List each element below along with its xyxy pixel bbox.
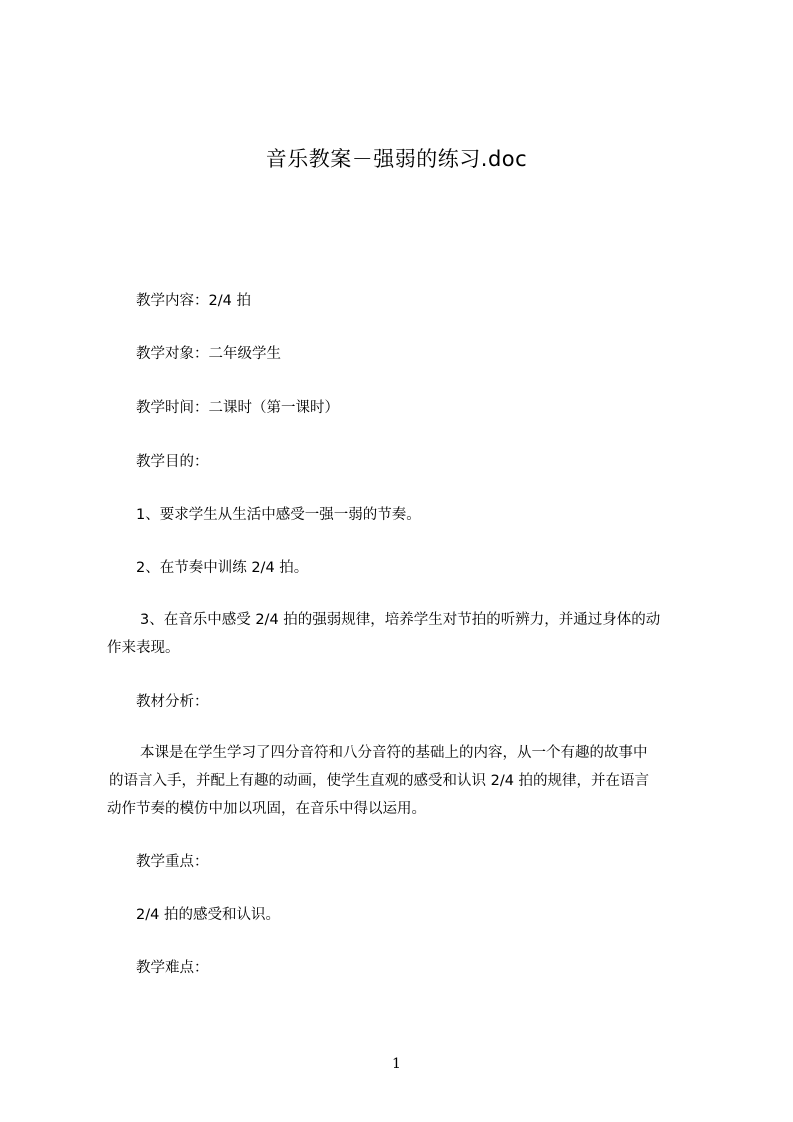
page-number: 1 <box>392 1056 401 1072</box>
key-points-heading: 教学重点： <box>136 854 209 870</box>
key-point-item-1: 2/4 拍的感受和认识。 <box>136 907 280 923</box>
objective-item-3 <box>107 606 687 662</box>
analysis-paragraph <box>107 739 687 823</box>
analysis-heading: 教材分析： <box>136 694 209 710</box>
analysis-line-3: 动作节奏的模仿中加以巩固，在音乐中得以运用。 <box>107 801 426 817</box>
objectives-heading: 教学目的： <box>136 454 209 470</box>
teaching-time-line: 教学时间：二课时（第一课时） <box>136 400 339 416</box>
difficulties-heading: 教学难点： <box>136 960 209 976</box>
document-title: 音乐教案－强弱的练习.doc <box>265 147 528 171</box>
objective-item-1: 1、要求学生从生活中感受一强一弱的节奏。 <box>136 507 421 523</box>
analysis-line-1: 本课是在学生学习了四分音符和八分音符的基础上的内容，从一个有趣的故事中 <box>140 745 648 761</box>
teaching-target-line: 教学对象：二年级学生 <box>136 346 281 362</box>
objective-item-3-line-2: 作来表现。 <box>107 640 180 656</box>
objective-item-2: 2、在节奏中训练 2/4 拍。 <box>136 560 309 576</box>
objective-item-3-line-1: 3、在音乐中感受 2/4 拍的强弱规律，培养学生对节拍的听辨力，并通过身体的动 <box>140 612 661 628</box>
analysis-line-2: 的语言入手，并配上有趣的动画，使学生直观的感受和认识 2/4 拍的规律，并在语言 <box>109 773 650 789</box>
teaching-content-line: 教学内容：2/4 拍 <box>136 293 251 309</box>
